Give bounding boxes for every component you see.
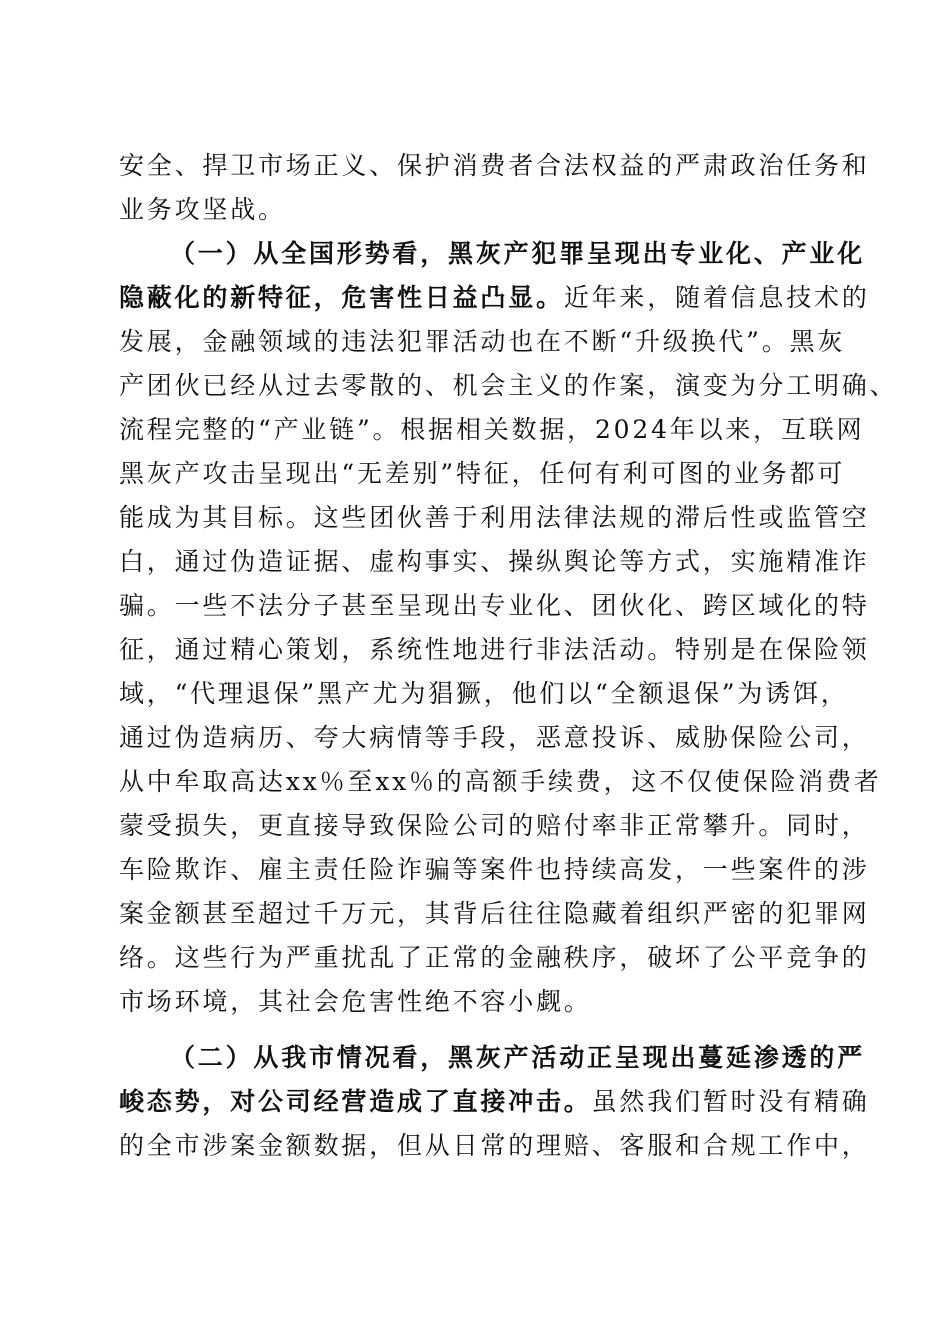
section-1-line: 征，通过精心策划，系统性地进行非法活动。特别是在保险领 <box>119 635 870 664</box>
section-1-line: 络。这些行为严重扰乱了正常的金融秩序，破坏了公平竞争的 <box>119 943 870 972</box>
section-1-line: 从中牟取高达xx％至xx％的高额手续费，这不仅使保险消费者 <box>119 767 882 796</box>
section-1-heading-line-2 <box>119 276 870 320</box>
section-2-heading-line-1: （二）从我市情况看，黑灰产活动正呈现出蔓延渗透的严 <box>170 1043 866 1072</box>
section-1-line: 车险欺诈、雇主责任险诈骗等案件也持续高发，一些案件的涉 <box>119 855 870 884</box>
section-1-body-start: 近年来，随着信息技术的 <box>563 283 870 312</box>
section-2-heading-line-2 <box>119 1080 870 1124</box>
section-1-line: 发展，金融领域的违法犯罪活动也在不断“升级换代”。黑灰 <box>119 327 846 356</box>
section-1-line: 产团伙已经从过去零散的、机会主义的作案，演变为分工明确、 <box>119 371 898 400</box>
section-1-line: 白，通过伪造证据、虚构事实、操纵舆论等方式，实施精准诈 <box>119 547 870 576</box>
section-1-heading-line-1: （一）从全国形势看，黑灰产犯罪呈现出专业化、产业化 <box>170 239 866 268</box>
intro-line-1: 安全、捍卫市场正义、保护消费者合法权益的严肃政治任务和 <box>119 151 870 180</box>
intro-line-2: 业务攻坚战。 <box>119 195 286 224</box>
section-1-line: 蒙受损失，更直接导致保险公司的赔付率非正常攀升。同时， <box>119 811 870 840</box>
section-1-line: 能成为其目标。这些团伙善于利用法律法规的滞后性或监管空 <box>119 503 870 532</box>
section-2-body-start: 虽然我们暂时没有精确 <box>591 1087 870 1116</box>
section-1-line: 流程完整的“产业链”。根据相关数据，2024年以来，互联网 <box>119 415 865 444</box>
section-2-line: 的全市涉案金额数据，但从日常的理赔、客服和合规工作中， <box>119 1131 870 1160</box>
section-1-line: 骗。一些不法分子甚至呈现出专业化、团伙化、跨区域化的特 <box>119 591 870 620</box>
section-1-line: 案金额甚至超过千万元，其背后往往隐藏着组织严密的犯罪网 <box>119 899 870 928</box>
section-1-line: 黑灰产攻击呈现出“无差别”特征，任何有利可图的业务都可 <box>119 459 846 488</box>
section-2-heading-tail: 峻态势，对公司经营造成了直接冲击。 <box>119 1087 592 1116</box>
section-1-heading-tail: 隐蔽化的新特征，危害性日益凸显。 <box>119 283 564 312</box>
section-1-line: 市场环境，其社会危害性绝不容小觑。 <box>119 987 592 1016</box>
section-1-line: 域，“代理退保”黑产尤为猖獗，他们以“全额退保”为诱饵， <box>119 679 849 708</box>
section-1-line: 通过伪造病历、夸大病情等手段，恶意投诉、威胁保险公司， <box>119 723 870 752</box>
